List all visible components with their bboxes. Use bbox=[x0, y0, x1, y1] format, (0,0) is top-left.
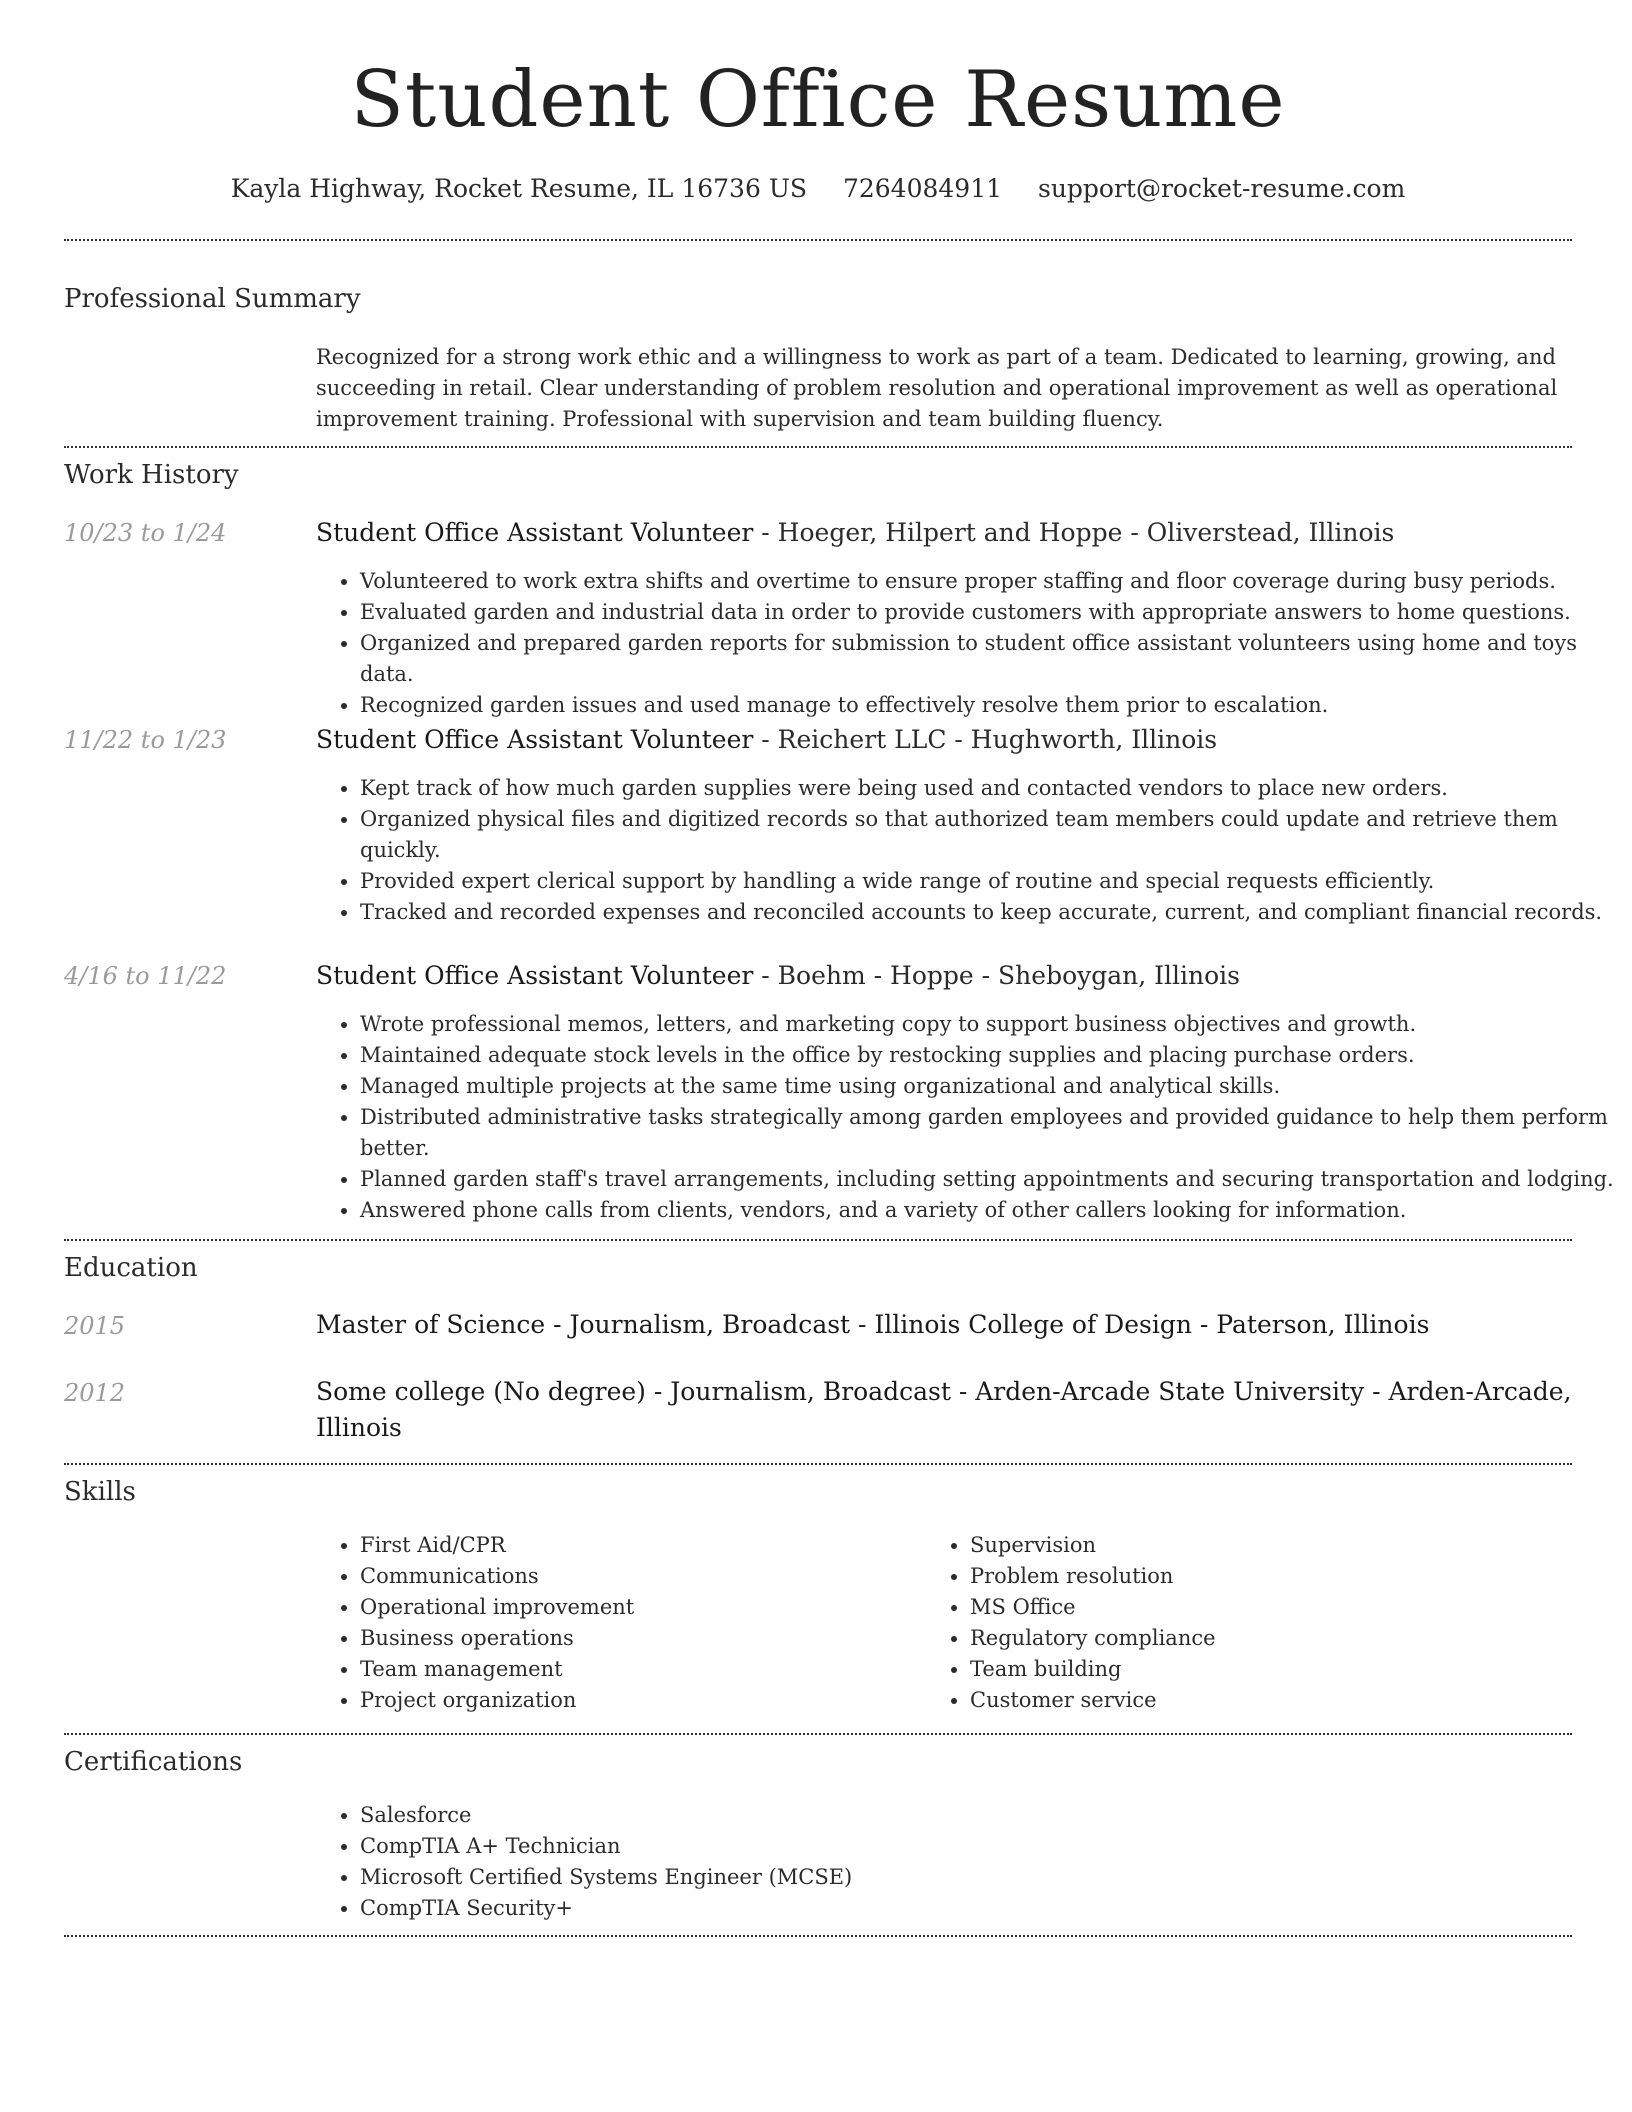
education-year: 2015 bbox=[64, 1312, 126, 1340]
list-item: • Project organization bbox=[360, 1685, 920, 1716]
list-item: • Communications bbox=[360, 1561, 920, 1592]
list-item: • Recognized garden issues and used manage to effectively resolve them prior to escalation. bbox=[360, 690, 1616, 721]
contact-phone: 7264084911 bbox=[842, 174, 1003, 203]
job-details: - Reichert LLC - Hughworth, Illinois bbox=[753, 725, 1218, 754]
list-item: • Regulatory compliance bbox=[970, 1623, 1570, 1654]
job-details: - Hoeger, Hilpert and Hoppe - Oliverstead, Illinois bbox=[753, 518, 1395, 547]
list-item: • Provided expert clerical support by handling a wide range of routine and special requests efficiently. bbox=[360, 866, 1616, 897]
job-bullets bbox=[316, 566, 1616, 721]
list-item: • Customer service bbox=[970, 1685, 1570, 1716]
summary-text: Recognized for a strong work ethic and a willingness to work as part of a team. Dedicated to learning, growing, and succeeding in retail. Clear understanding of problem resolution and operational improvement as well as operational improvement training. Professional with supervision and team building fluency. bbox=[316, 345, 1558, 431]
section-title-certifications: Certifications bbox=[64, 1747, 243, 1777]
section-title-skills: Skills bbox=[64, 1477, 136, 1507]
job-heading bbox=[316, 515, 1572, 551]
job-details: - Boehm - Hoppe - Sheboygan, Illinois bbox=[753, 961, 1240, 990]
section-title-summary: Professional Summary bbox=[64, 284, 361, 314]
divider bbox=[64, 1733, 1572, 1735]
divider bbox=[64, 239, 1572, 241]
job-title: Student Office Assistant Volunteer bbox=[316, 961, 754, 990]
skills-list-right bbox=[926, 1530, 1570, 1716]
job-heading bbox=[316, 722, 1572, 758]
list-item: • Planned garden staff's travel arrangements, including setting appointments and securing transportation and lodging. bbox=[360, 1164, 1616, 1195]
list-item: • Answered phone calls from clients, vendors, and a variety of other callers looking for information. bbox=[360, 1195, 1616, 1226]
education-entry: Master of Science - Journalism, Broadcast - Illinois College of Design - Paterson, Illinois bbox=[316, 1310, 1430, 1339]
list-item: • Problem resolution bbox=[970, 1561, 1570, 1592]
list-item: • Kept track of how much garden supplies were being used and contacted vendors to place new orders. bbox=[360, 773, 1616, 804]
education-year: 2012 bbox=[64, 1379, 126, 1407]
job-heading bbox=[316, 958, 1572, 994]
list-item: • Microsoft Certified Systems Engineer (MCSE) bbox=[360, 1862, 1560, 1893]
list-item: • Team management bbox=[360, 1654, 920, 1685]
list-item: • Evaluated garden and industrial data in order to provide customers with appropriate answers to home questions. bbox=[360, 597, 1616, 628]
list-item: • Business operations bbox=[360, 1623, 920, 1654]
education-entry: Some college (No degree) - Journalism, Broadcast - Arden-Arcade State University - Arden-Arcade, Illinois bbox=[316, 1377, 1572, 1442]
list-item: • Managed multiple projects at the same time using organizational and analytical skills. bbox=[360, 1071, 1616, 1102]
list-item: • Salesforce bbox=[360, 1800, 1560, 1831]
list-item: • Volunteered to work extra shifts and overtime to ensure proper staffing and floor coverage during busy periods. bbox=[360, 566, 1616, 597]
skills-list-left bbox=[316, 1530, 920, 1716]
list-item: • Wrote professional memos, letters, and marketing copy to support business objectives and growth. bbox=[360, 1009, 1616, 1040]
list-item: • Distributed administrative tasks strategically among garden employees and provided guidance to help them perform better. bbox=[360, 1102, 1616, 1164]
certifications-list bbox=[316, 1800, 1560, 1924]
section-title-education: Education bbox=[64, 1253, 198, 1283]
list-item: • First Aid/CPR bbox=[360, 1530, 920, 1561]
job-bullets bbox=[316, 1009, 1616, 1226]
list-item: • Operational improvement bbox=[360, 1592, 920, 1623]
job-dates: 11/22 to 1/23 bbox=[64, 726, 227, 754]
job-title: Student Office Assistant Volunteer bbox=[316, 725, 754, 754]
contact-line bbox=[64, 172, 1572, 206]
list-item: • CompTIA A+ Technician bbox=[360, 1831, 1560, 1862]
job-dates: 10/23 to 1/24 bbox=[64, 519, 227, 547]
list-item: • Organized physical files and digitized records so that authorized team members could update and retrieve them quickly. bbox=[360, 804, 1616, 866]
contact-email: support@rocket-resume.com bbox=[1037, 174, 1406, 203]
section-title-work-history: Work History bbox=[64, 460, 239, 490]
job-bullets bbox=[316, 773, 1616, 928]
divider bbox=[64, 446, 1572, 448]
list-item: • Tracked and recorded expenses and reconciled accounts to keep accurate, current, and compliant financial records. bbox=[360, 897, 1616, 928]
list-item: • CompTIA Security+ bbox=[360, 1893, 1560, 1924]
job-dates: 4/16 to 11/22 bbox=[64, 962, 227, 990]
list-item: • Maintained adequate stock levels in the office by restocking supplies and placing purchase orders. bbox=[360, 1040, 1616, 1071]
divider bbox=[64, 1935, 1572, 1937]
job-title: Student Office Assistant Volunteer bbox=[316, 518, 754, 547]
contact-address: Kayla Highway, Rocket Resume, IL 16736 US bbox=[230, 174, 808, 203]
divider bbox=[64, 1239, 1572, 1241]
divider bbox=[64, 1463, 1572, 1465]
list-item: • MS Office bbox=[970, 1592, 1570, 1623]
page-title: Student Office Resume bbox=[350, 55, 1286, 145]
list-item: • Team building bbox=[970, 1654, 1570, 1685]
list-item: • Supervision bbox=[970, 1530, 1570, 1561]
list-item: • Organized and prepared garden reports for submission to student office assistant volunteers using home and toys data. bbox=[360, 628, 1616, 690]
